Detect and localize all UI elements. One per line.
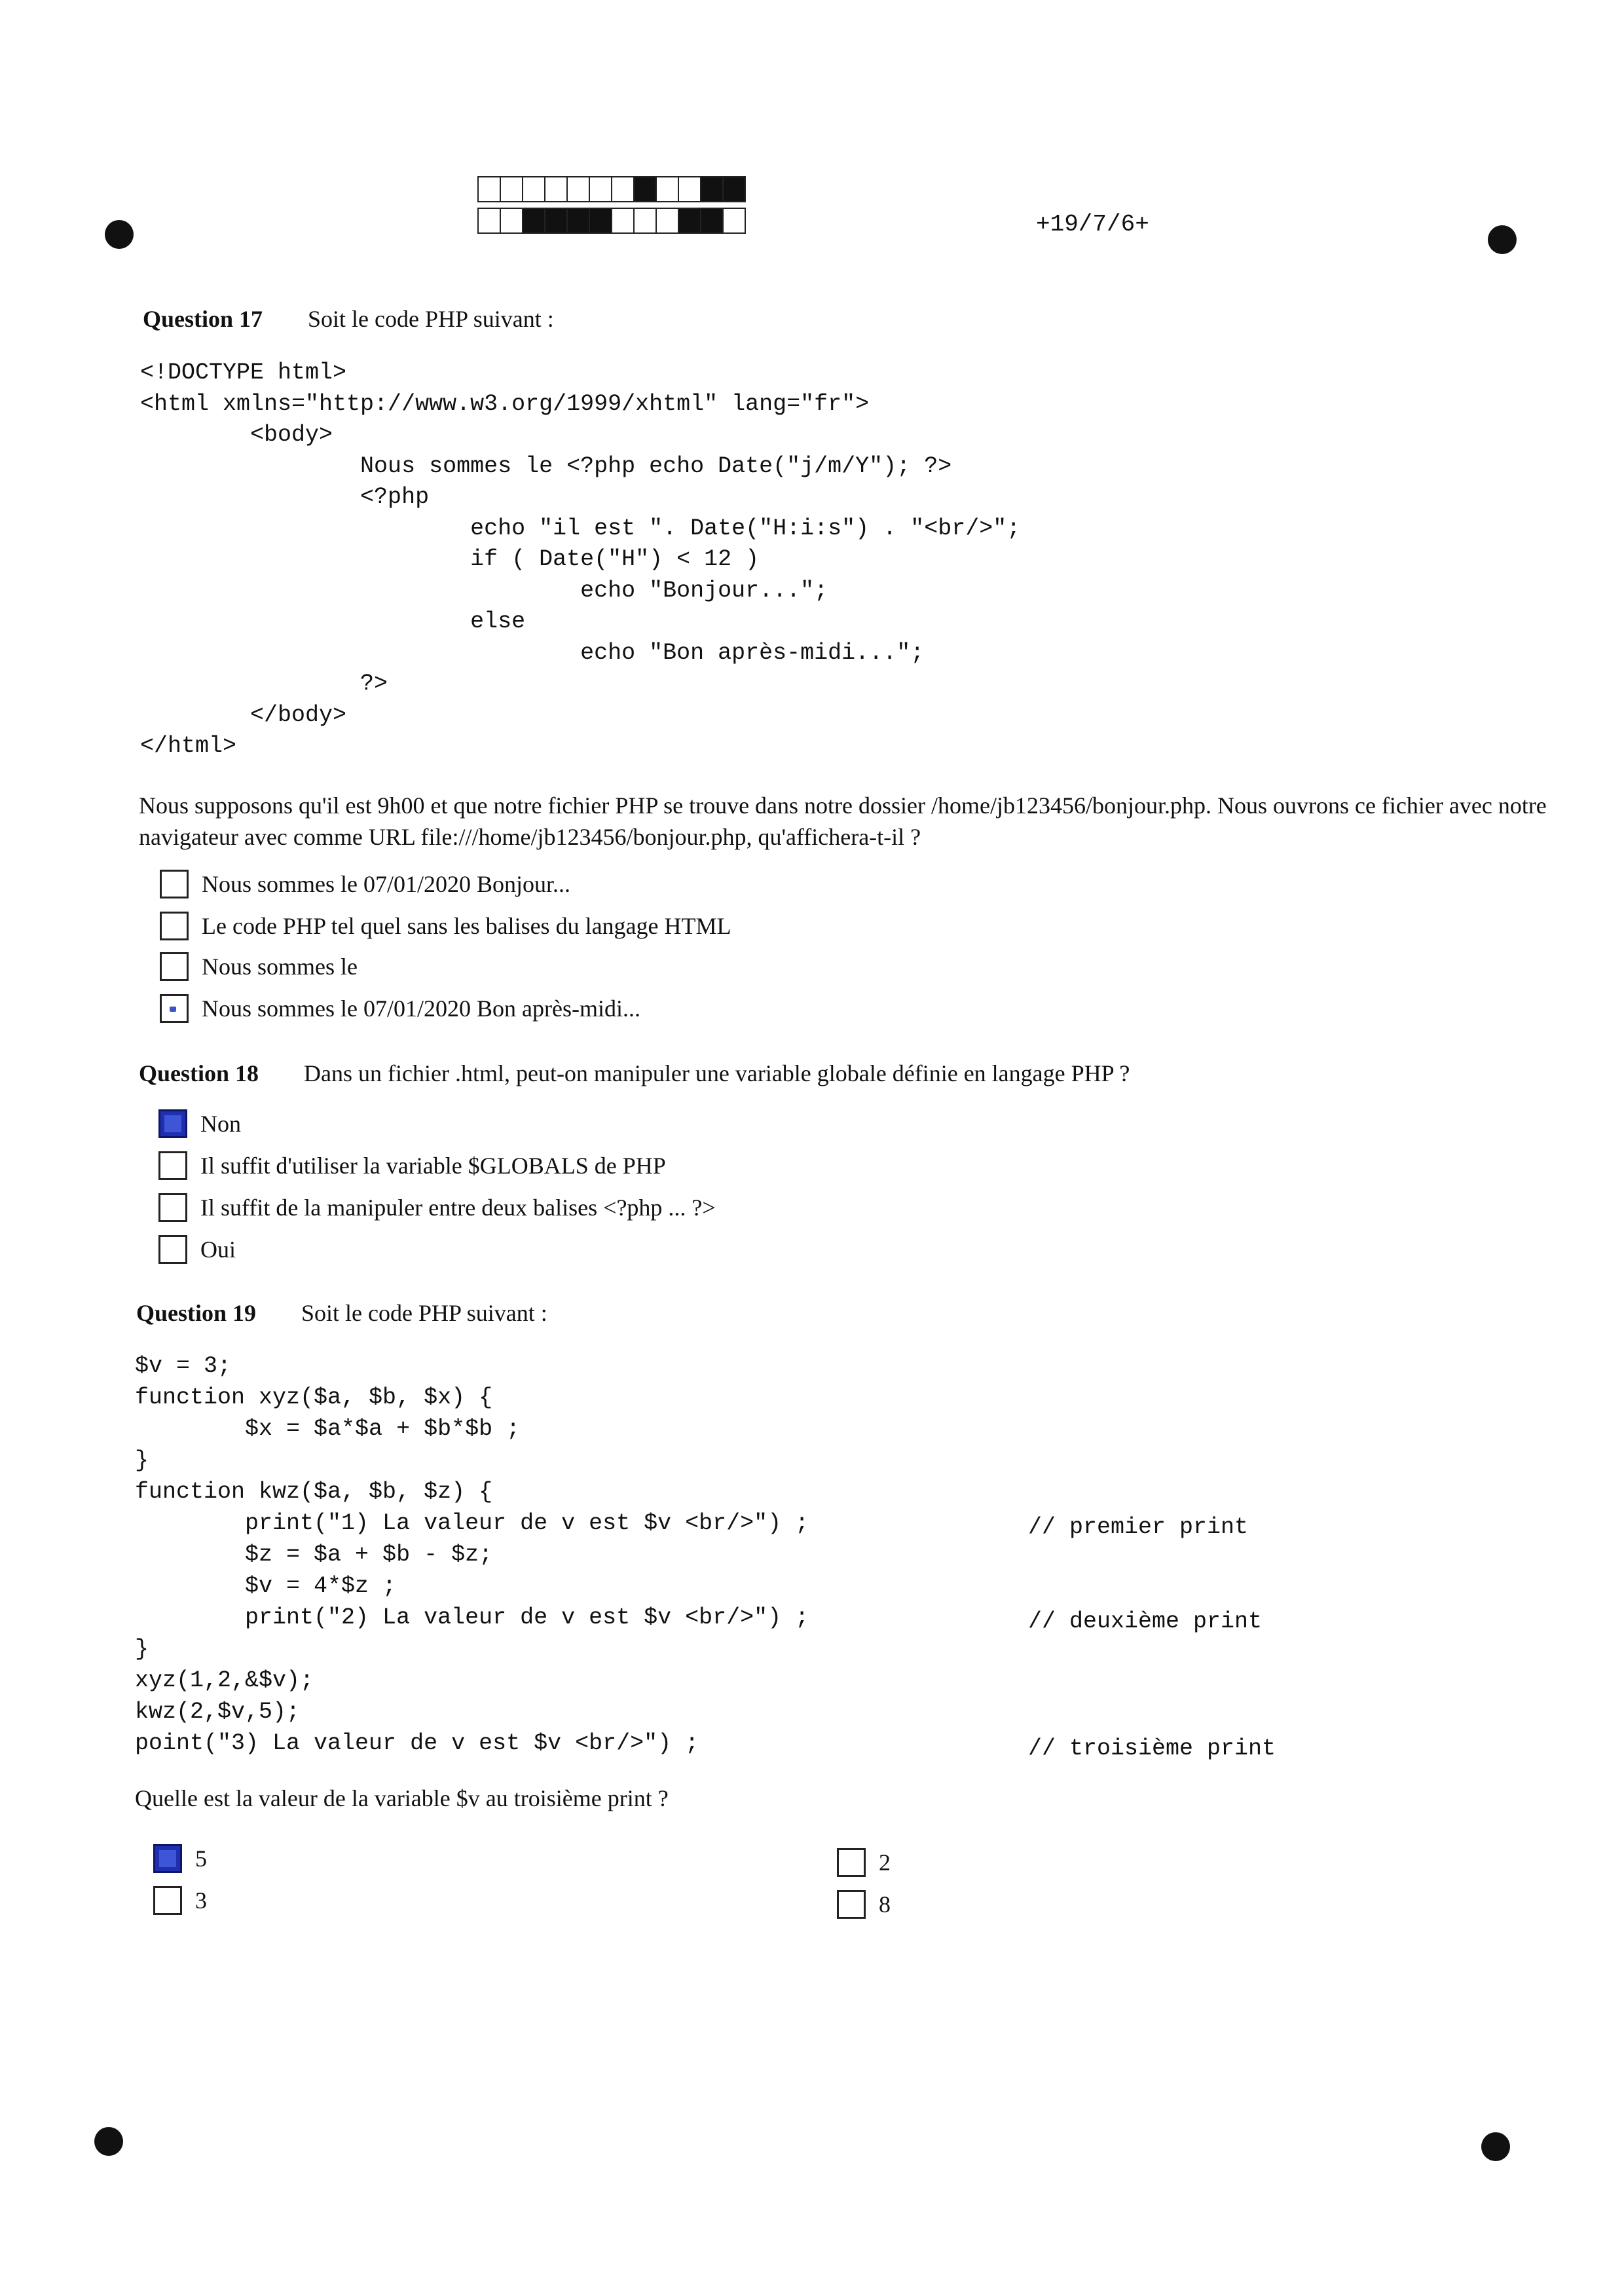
checkbox-checked[interactable] <box>158 1109 187 1138</box>
question-17-header <box>143 305 554 333</box>
option-label: Non <box>200 1111 241 1137</box>
question-19-number: Question 19 <box>136 1300 257 1326</box>
option-label: Nous sommes le 07/01/2020 Bonjour... <box>202 871 571 897</box>
registration-mark-bottom-left <box>94 2127 123 2156</box>
question-17-paragraph: Nous supposons qu'il est 9h00 et que notre fichier PHP se trouve dans notre dossier /home/jb123456/bonjour.php. Nous ouvrons ce fichier avec notre navigateur avec comme URL file:///home/jb123456/bonjour.php, qu'affichera-t-il ? <box>139 792 1547 850</box>
option-label: Le code PHP tel quel sans les balises du langage HTML <box>202 913 731 939</box>
question-18-option-4[interactable] <box>158 1235 236 1264</box>
checkbox[interactable] <box>160 870 189 898</box>
checkbox[interactable] <box>158 1151 187 1180</box>
question-19-title: Soit le code PHP suivant : <box>301 1300 547 1326</box>
question-17-option-3[interactable] <box>160 952 358 981</box>
registration-mark-bottom-right <box>1481 2132 1510 2161</box>
checkbox[interactable] <box>158 1193 187 1222</box>
student-id-barcode <box>477 176 778 236</box>
question-18-header <box>139 1060 1130 1087</box>
checkbox[interactable] <box>153 1886 182 1915</box>
checkbox[interactable] <box>160 952 189 981</box>
question-18-option-2[interactable] <box>158 1151 666 1180</box>
option-label: Il suffit de la manipuler entre deux balises <?php ... ?> <box>200 1194 716 1221</box>
question-19-option-2[interactable] <box>153 1886 207 1915</box>
registration-mark-top-left <box>105 220 134 249</box>
checkbox[interactable] <box>837 1848 866 1877</box>
option-label: Nous sommes le <box>202 954 358 980</box>
option-label: 2 <box>879 1849 891 1876</box>
registration-mark-top-right <box>1488 225 1517 254</box>
option-label: Nous sommes le 07/01/2020 Bon après-midi... <box>202 995 640 1022</box>
question-18-title: Dans un fichier .html, peut-on manipuler une variable globale définie en langage PHP ? <box>304 1060 1130 1086</box>
comment-third-print: // troisième print <box>1028 1735 1276 1762</box>
option-label: 5 <box>195 1845 207 1872</box>
checkbox-marked[interactable] <box>160 994 189 1023</box>
question-18-option-1[interactable] <box>158 1109 241 1138</box>
question-17-title: Soit le code PHP suivant : <box>308 306 554 332</box>
question-17-option-2[interactable] <box>160 912 731 940</box>
comment-second-print: // deuxième print <box>1028 1608 1263 1635</box>
checkbox[interactable] <box>158 1235 187 1264</box>
question-19-option-3[interactable] <box>837 1848 891 1877</box>
checkbox[interactable] <box>160 912 189 940</box>
question-17-option-1[interactable] <box>160 870 570 898</box>
option-label: Il suffit d'utiliser la variable $GLOBALS de PHP <box>200 1153 666 1179</box>
question-19-option-4[interactable] <box>837 1890 891 1919</box>
checkbox-checked[interactable] <box>153 1844 182 1873</box>
question-17-code: <!DOCTYPE html> <html xmlns="http://www.w3.org/1999/xhtml" lang="fr"> <body> Nous sommes le <?php echo Date("j/m/Y"); ?> <?php echo "il est ". Date("H:i:s") . "<br/>"; if ( Date("H") < 12 ) echo "Bonjour..."; else echo "Bon après-midi..."; ?> </body> </html> <box>140 360 1021 759</box>
option-label: Oui <box>200 1236 236 1263</box>
question-19-question: Quelle est la valeur de la variable $v au troisième print ? <box>135 1785 669 1811</box>
question-17-option-4[interactable] <box>160 994 640 1023</box>
question-19-code: $v = 3; function xyz($a, $b, $x) { $x = $a*$a + $b*$b ; } function kwz($a, $b, $z) { print("1) La valeur de v est $v <br/>") ; $z = $a + $b - $z; $v = 4*$z ; print("2) La valeur de v est $v <br/>") ; } xyz(1,2,&$v); kwz(2,$v,5); point("3) La valeur de v est $v <br/>") ; <box>135 1353 809 1756</box>
question-17-number: Question 17 <box>143 306 263 332</box>
question-19-option-1[interactable] <box>153 1844 207 1873</box>
question-19-header <box>136 1299 547 1327</box>
exam-code: +19/7/6+ <box>1036 211 1149 238</box>
option-label: 8 <box>879 1891 891 1917</box>
comment-first-print: // premier print <box>1028 1514 1249 1540</box>
option-label: 3 <box>195 1887 207 1914</box>
checkbox[interactable] <box>837 1890 866 1919</box>
question-18-option-3[interactable] <box>158 1193 716 1222</box>
question-18-number: Question 18 <box>139 1060 259 1086</box>
